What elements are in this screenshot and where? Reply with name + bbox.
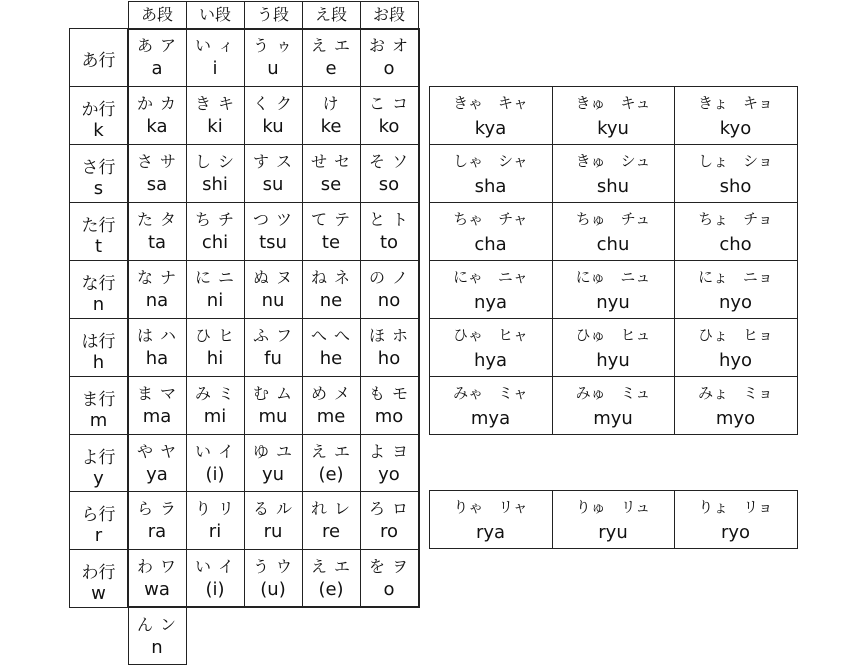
- kana-pair: そ ソ: [368, 152, 410, 171]
- kana-cell: [360, 491, 419, 550]
- row-label-kana: わ行: [81, 563, 116, 583]
- kana-cell: [302, 28, 361, 87]
- row-label-kana: ま行: [81, 390, 116, 410]
- kana-pair: う ウ: [252, 557, 294, 576]
- romaji: su: [262, 174, 284, 195]
- romaji: u: [267, 58, 279, 79]
- kana-cell: [302, 260, 361, 319]
- kana-cell: [360, 434, 419, 492]
- romaji: chi: [201, 232, 229, 253]
- yoon-cell: [552, 376, 675, 435]
- yoon-cell: [429, 202, 553, 261]
- romaji: (e): [318, 579, 344, 600]
- romaji: nu: [261, 290, 285, 311]
- kana-cell: [186, 549, 245, 608]
- romaji: shi: [202, 174, 228, 195]
- romaji: ri: [208, 521, 222, 542]
- romaji: nyu: [596, 292, 630, 313]
- romaji: (u): [260, 579, 286, 600]
- kana-cell: [302, 318, 361, 377]
- romaji: yo: [378, 464, 400, 485]
- romaji: hya: [473, 350, 508, 371]
- kana-pair: ま マ: [136, 384, 178, 403]
- romaji: re: [321, 521, 341, 542]
- kana-pair: ひょ ヒョ: [697, 326, 773, 344]
- row-label: [69, 318, 129, 377]
- kana-pair: も モ: [368, 384, 410, 403]
- kana-pair: へ へ: [310, 326, 352, 345]
- kana-pair: きょ キョ: [697, 94, 773, 112]
- row-label-romaji: t: [94, 236, 103, 257]
- kana-cell: [186, 260, 245, 319]
- romaji: a: [151, 58, 163, 79]
- romaji: (i): [205, 464, 225, 485]
- romaji: se: [320, 174, 342, 195]
- kana-pair: ゆ ユ: [252, 442, 294, 461]
- kana-cell: [302, 144, 361, 203]
- kana-pair: あ ア: [136, 36, 178, 55]
- yoon-cell: [552, 318, 675, 377]
- kana-pair: む ム: [252, 384, 294, 403]
- row-label-kana: た行: [81, 216, 116, 236]
- kana-cell: [128, 144, 187, 203]
- kana-cell: [128, 28, 187, 87]
- yoon-cell: [552, 144, 675, 203]
- row-label: [69, 549, 129, 608]
- row-label: [69, 491, 129, 550]
- kana-pair: にゃ ニャ: [453, 268, 528, 286]
- kana-cell: [302, 491, 361, 550]
- kana-cell: [128, 318, 187, 377]
- kana-pair: ん ン: [136, 615, 178, 634]
- row-label-romaji: s: [93, 178, 104, 199]
- kana-pair: え エ: [310, 557, 352, 576]
- row-label: [69, 434, 129, 492]
- yoon-cell: [674, 86, 798, 145]
- romaji: fu: [264, 348, 282, 369]
- romaji: ra: [147, 521, 167, 542]
- row-label: [69, 376, 129, 435]
- romaji: na: [145, 290, 169, 311]
- kana-pair: ろ ロ: [368, 499, 410, 518]
- kana-pair: みゅ ミュ: [575, 384, 651, 402]
- romaji: ryu: [598, 522, 628, 543]
- romaji: ko: [378, 116, 400, 137]
- kana-cell: [244, 144, 303, 203]
- yoon-cell: [552, 86, 675, 145]
- row-label-romaji: m: [89, 410, 108, 431]
- kana-pair: く ク: [252, 94, 294, 113]
- kana-pair: ひゃ ヒャ: [452, 326, 528, 344]
- row-label: [69, 144, 129, 203]
- romaji: chu: [596, 234, 630, 255]
- kana-pair: に ニ: [194, 268, 236, 287]
- kana-pair: か カ: [136, 94, 178, 113]
- kana-pair: の ノ: [368, 268, 410, 287]
- kana-cell: [302, 202, 361, 261]
- yoon-cell: [674, 376, 798, 435]
- yoon-cell: [429, 376, 553, 435]
- romaji: myu: [593, 408, 633, 429]
- romaji: ka: [146, 116, 168, 137]
- kana-pair: る ル: [252, 499, 294, 518]
- kana-pair: え エ: [310, 442, 352, 461]
- romaji: kya: [474, 118, 507, 139]
- romaji: hyo: [718, 350, 753, 371]
- row-label-romaji: w: [91, 583, 106, 604]
- yoon-cell: [429, 86, 553, 145]
- romaji: i: [212, 58, 218, 79]
- kana-cell: [360, 28, 419, 87]
- kana-cell: [128, 202, 187, 261]
- kana-pair: な ナ: [136, 268, 178, 287]
- column-header: あ段: [128, 1, 187, 29]
- romaji: myo: [715, 408, 756, 429]
- romaji: hi: [206, 348, 224, 369]
- kana-pair: こ コ: [368, 94, 410, 113]
- kana-pair: や ヤ: [136, 442, 178, 461]
- yoon-cell: [429, 318, 553, 377]
- kana-pair: い イ: [194, 442, 236, 461]
- kana-pair: ちゃ チャ: [453, 210, 528, 228]
- romaji: to: [379, 232, 399, 253]
- kana-pair: みょ ミョ: [698, 384, 773, 402]
- yoon-cell: [674, 202, 798, 261]
- romaji: ku: [262, 116, 284, 137]
- kana-cell: [128, 86, 187, 145]
- kana-pair: え エ: [310, 36, 352, 55]
- yoon-cell: [674, 144, 798, 203]
- column-header: お段: [360, 1, 419, 29]
- romaji: ha: [145, 348, 169, 369]
- romaji: ta: [147, 232, 167, 253]
- kana-pair: きゅ キュ: [575, 94, 651, 112]
- kana-pair: りょ リョ: [698, 498, 773, 516]
- romaji: nya: [473, 292, 508, 313]
- kana-pair: ちゅ チュ: [575, 210, 651, 228]
- kana-pair: りゃ リャ: [453, 498, 528, 516]
- kana-cell: [186, 86, 245, 145]
- romaji: ro: [379, 521, 399, 542]
- kana-pair: わ ワ: [136, 557, 178, 576]
- kana-pair: う ゥ: [252, 36, 294, 55]
- kana-cell: [244, 260, 303, 319]
- yoon-cell: [674, 490, 798, 549]
- romaji: kyo: [719, 118, 752, 139]
- row-label-kana: か行: [81, 100, 116, 120]
- kana-pair: り リ: [194, 499, 236, 518]
- kana-cell: [244, 28, 303, 87]
- kana-pair: い ィ: [194, 36, 236, 55]
- romaji: nyo: [718, 292, 753, 313]
- kana-pair: み ミ: [194, 384, 236, 403]
- kana-cell: [244, 86, 303, 145]
- row-label: [69, 202, 129, 261]
- romaji: (e): [318, 464, 344, 485]
- kana-pair: し シ: [194, 152, 236, 171]
- romaji: me: [316, 406, 346, 427]
- kana-pair: つ ツ: [252, 210, 294, 229]
- romaji: ya: [146, 464, 168, 485]
- kana-pair: ひゅ ヒュ: [575, 326, 651, 344]
- kana-pair: ふ フ: [252, 326, 294, 345]
- yoon-cell: [674, 260, 798, 319]
- romaji: ma: [142, 406, 172, 427]
- kana-cell: [360, 144, 419, 203]
- kana-cell: [302, 434, 361, 492]
- kana-cell: [186, 434, 245, 492]
- yoon-cell: [552, 202, 675, 261]
- kana-pair: にょ ニョ: [698, 268, 773, 286]
- kana-pair: を ヲ: [368, 557, 410, 576]
- romaji: o: [383, 579, 395, 600]
- kana-cell: [360, 202, 419, 261]
- kana-pair: ね ネ: [310, 268, 352, 287]
- kana-pair: め メ: [310, 384, 352, 403]
- romaji: mu: [258, 406, 288, 427]
- row-label-romaji: n: [92, 294, 105, 315]
- row-label-kana: は行: [81, 332, 116, 352]
- romaji: ryo: [720, 522, 751, 543]
- romaji: ru: [263, 521, 283, 542]
- kana-pair: みゃ ミャ: [453, 384, 528, 402]
- kana-pair: き キ: [194, 94, 236, 113]
- kana-cell: [186, 28, 245, 87]
- romaji: no: [377, 290, 401, 311]
- row-label-romaji: r: [94, 525, 103, 546]
- romaji: rya: [475, 522, 506, 543]
- kana-cell: [244, 491, 303, 550]
- romaji: ke: [320, 116, 342, 137]
- kana-cell: [186, 318, 245, 377]
- romaji: hyu: [596, 350, 630, 371]
- kana-cell: [186, 202, 245, 261]
- kana-cell: [186, 376, 245, 435]
- kana-pair: ぬ ヌ: [252, 268, 294, 287]
- column-header: え段: [302, 1, 361, 29]
- kana-cell: [186, 144, 245, 203]
- kana-cell: [244, 202, 303, 261]
- kana-pair: よ ヨ: [368, 442, 410, 461]
- kana-pair: れ レ: [310, 499, 352, 518]
- romaji: cha: [474, 234, 507, 255]
- kana-pair: と ト: [368, 210, 410, 229]
- kana-pair: にゅ ニュ: [575, 268, 651, 286]
- kana-pair: せ セ: [310, 152, 352, 171]
- kana-cell: [244, 318, 303, 377]
- romaji: mi: [203, 406, 227, 427]
- romaji: sho: [719, 176, 752, 197]
- kana-pair: て テ: [310, 210, 352, 229]
- romaji: shu: [596, 176, 630, 197]
- kana-cell: [128, 434, 187, 492]
- romaji: ni: [206, 290, 224, 311]
- romaji: o: [383, 58, 395, 79]
- row-label-romaji: k: [93, 120, 104, 141]
- kana-cell: [360, 318, 419, 377]
- romaji: tsu: [259, 232, 287, 253]
- kana-pair: お オ: [368, 36, 410, 55]
- kana-pair: しゃ シャ: [453, 152, 528, 170]
- kana-cell: [360, 549, 419, 608]
- kana-pair: さ サ: [136, 152, 178, 171]
- romaji: he: [319, 348, 343, 369]
- kana-cell: [128, 491, 187, 550]
- kana-cell: [128, 376, 187, 435]
- romaji: wa: [144, 579, 170, 600]
- row-label-romaji: y: [93, 468, 104, 489]
- kana-pair: しょ ショ: [698, 152, 773, 170]
- romaji: sha: [474, 176, 507, 197]
- kana-pair: た タ: [136, 210, 178, 229]
- kana-pair: け: [322, 94, 340, 113]
- yoon-cell: [429, 260, 553, 319]
- kana-pair: い イ: [194, 557, 236, 576]
- yoon-cell: [429, 490, 553, 549]
- row-label-kana: な行: [81, 274, 116, 294]
- kana-pair: す ス: [252, 152, 294, 171]
- kana-pair: きゅ シュ: [575, 152, 651, 170]
- kana-cell: [360, 86, 419, 145]
- row-label: [69, 86, 129, 145]
- kana-cell: [302, 86, 361, 145]
- kana-cell: [186, 491, 245, 550]
- romaji: ki: [207, 116, 223, 137]
- romaji: te: [321, 232, 341, 253]
- yoon-cell: [552, 260, 675, 319]
- column-header: い段: [186, 1, 245, 29]
- romaji: so: [378, 174, 400, 195]
- row-label: [69, 260, 129, 319]
- kana-cell: [360, 260, 419, 319]
- romaji: cho: [719, 234, 752, 255]
- kana-pair: りゅ リュ: [575, 498, 651, 516]
- kana-cell: [128, 549, 187, 608]
- kana-pair: ひ ヒ: [194, 326, 236, 345]
- romaji: e: [325, 58, 337, 79]
- yoon-cell: [552, 490, 675, 549]
- kana-cell: [244, 376, 303, 435]
- romaji: n: [151, 637, 163, 658]
- kana-cell: [128, 260, 187, 319]
- kana-cell: [244, 549, 303, 608]
- yoon-cell: [429, 144, 553, 203]
- n-cell: [128, 607, 187, 665]
- row-label-kana: よ行: [81, 448, 116, 468]
- romaji: yu: [261, 464, 285, 485]
- row-label-romaji: h: [92, 352, 105, 373]
- kana-cell: [244, 434, 303, 492]
- romaji: (i): [205, 579, 225, 600]
- romaji: mya: [470, 408, 511, 429]
- kana-cell: [302, 549, 361, 608]
- row-label-kana: さ行: [81, 158, 116, 178]
- kana-cell: [360, 376, 419, 435]
- column-header: う段: [244, 1, 303, 29]
- romaji: sa: [146, 174, 168, 195]
- kana-pair: ほ ホ: [368, 326, 410, 345]
- kana-pair: きゃ キャ: [452, 94, 528, 112]
- yoon-cell: [674, 318, 798, 377]
- kana-pair: ら ラ: [136, 499, 178, 518]
- kana-pair: ちょ チョ: [698, 210, 773, 228]
- romaji: ho: [377, 348, 401, 369]
- romaji: mo: [374, 406, 404, 427]
- kana-pair: は ハ: [136, 326, 178, 345]
- row-label-kana: ら行: [81, 505, 116, 525]
- kana-pair: ち チ: [194, 210, 236, 229]
- kana-cell: [302, 376, 361, 435]
- romaji: ne: [319, 290, 343, 311]
- romaji: kyu: [597, 118, 629, 139]
- row-label: [69, 28, 129, 87]
- row-label-kana: あ行: [81, 51, 116, 71]
